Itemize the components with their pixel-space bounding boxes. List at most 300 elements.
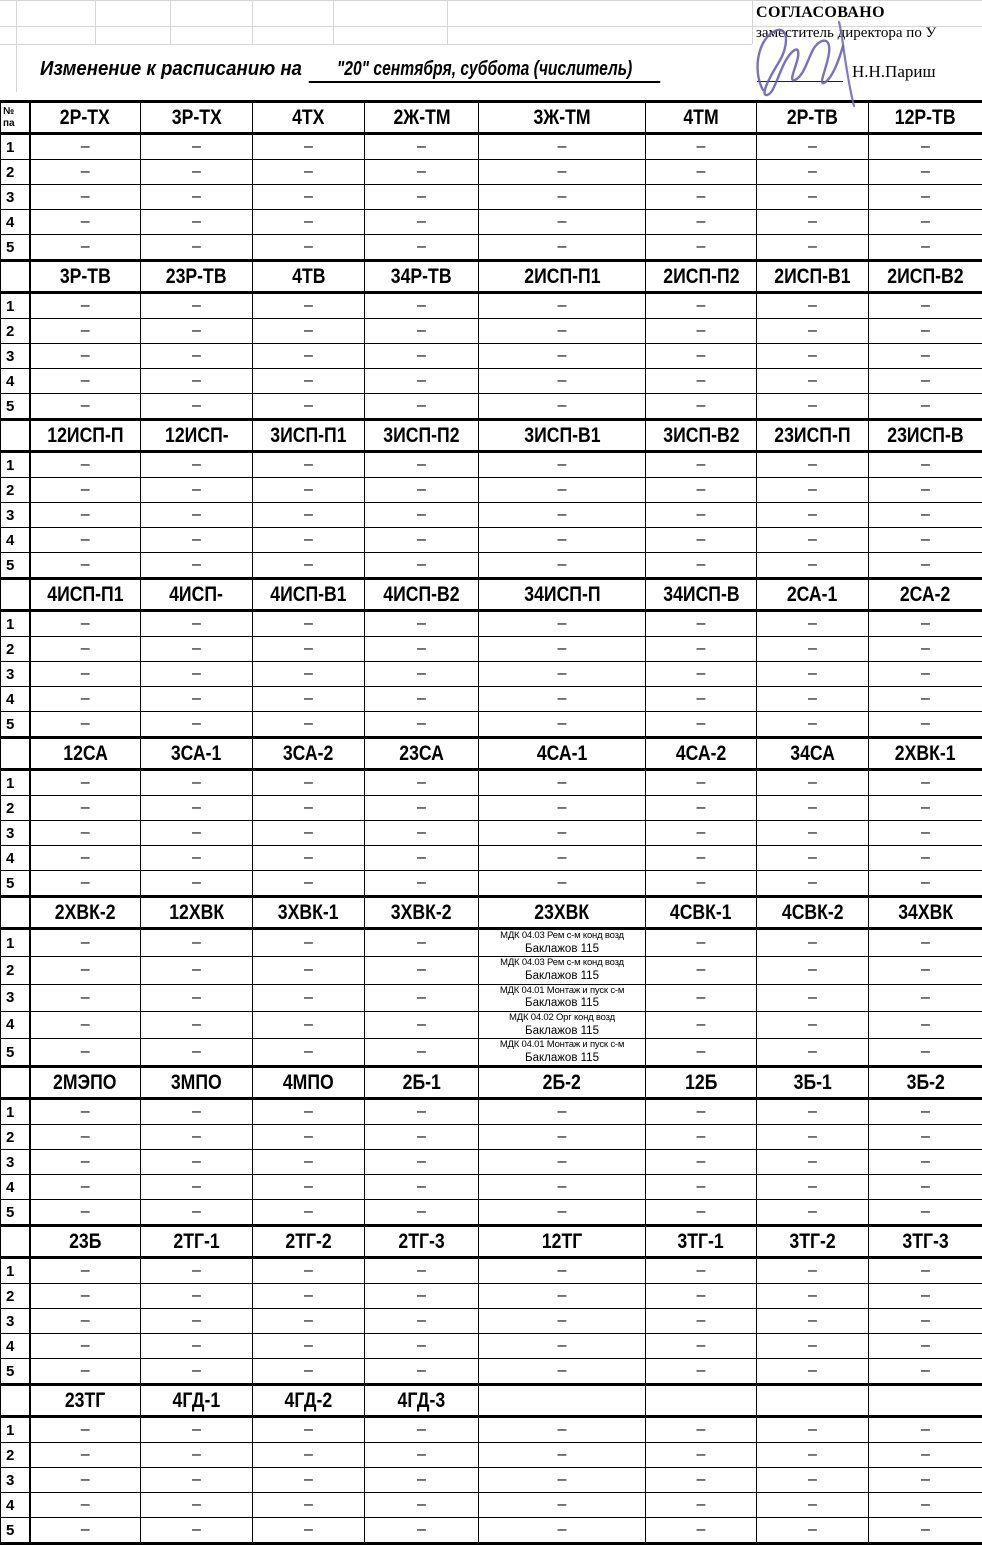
approval-position: заместитель директора по У (756, 25, 982, 42)
schedule-cell: – (253, 1518, 365, 1544)
schedule-cell: – (141, 1125, 253, 1150)
schedule-cell: – (757, 1258, 869, 1284)
schedule-cell: – (30, 1518, 141, 1544)
schedule-cell: – (253, 712, 365, 738)
group-header-cell (479, 739, 646, 770)
schedule-cell: – (869, 712, 982, 738)
schedule-cell: – (757, 1150, 869, 1175)
schedule-cell: – (141, 478, 253, 503)
schedule-cell: – (869, 1334, 982, 1359)
schedule-cell: – (869, 1359, 982, 1385)
schedule-cell: – (30, 344, 141, 369)
schedule-cell: – (141, 1468, 253, 1493)
schedule-cell: – (30, 452, 141, 478)
schedule-cell: – (141, 611, 253, 637)
group-name: 2СА-2 (900, 583, 951, 607)
corner-header-cell (1, 102, 30, 134)
schedule-cell: – (646, 957, 757, 984)
lesson-number-cell: 4 (1, 528, 30, 553)
schedule-cell: – (30, 1468, 141, 1493)
group-name: 3ТГ-3 (902, 1230, 948, 1254)
schedule-cell: – (757, 1284, 869, 1309)
schedule-block (0, 100, 982, 262)
group-header-cell (141, 102, 253, 134)
schedule-cell: – (757, 770, 869, 796)
schedule-cell: – (253, 1175, 365, 1200)
group-name: 3СА-2 (283, 742, 334, 766)
schedule-cell: – (30, 134, 141, 160)
schedule-cell: – (30, 394, 141, 420)
schedule-cell: – (479, 770, 646, 796)
group-header-cell (869, 421, 982, 452)
schedule-cell: – (141, 637, 253, 662)
group-name: 4ИСП-В1 (270, 583, 346, 607)
group-name: 4СВК-2 (782, 901, 844, 925)
group-name: 3ТГ-1 (678, 1230, 724, 1254)
schedule-cell (479, 957, 646, 984)
schedule-cell: – (365, 160, 479, 185)
schedule-block (0, 739, 982, 898)
corner-header-cell (1, 421, 30, 452)
schedule-cell: – (869, 984, 982, 1011)
schedule-cell: – (253, 293, 365, 319)
schedule-cell: – (253, 662, 365, 687)
schedule-cell: – (869, 1518, 982, 1544)
lesson-number-cell: 1 (1, 452, 30, 478)
schedule-cell: – (365, 637, 479, 662)
schedule-cell: – (141, 134, 253, 160)
schedule-cell: – (141, 528, 253, 553)
schedule-cell: – (646, 394, 757, 420)
schedule-cell: – (30, 611, 141, 637)
group-name: 3Р-ТВ (60, 265, 111, 289)
group-name: 23ТГ (65, 1389, 105, 1413)
schedule-cell: – (757, 1175, 869, 1200)
schedule-cell: – (365, 957, 479, 984)
schedule-cell: – (479, 1518, 646, 1544)
schedule-cell: – (253, 821, 365, 846)
schedule-cell: – (869, 821, 982, 846)
schedule-cell: – (30, 712, 141, 738)
schedule-cell: – (646, 160, 757, 185)
schedule-cell: – (365, 503, 479, 528)
teacher-room: Баклажов 115 (479, 996, 645, 1010)
lesson-number-cell: 1 (1, 611, 30, 637)
schedule-cell: – (757, 452, 869, 478)
subject-name: МДК 04.03 Рем с-м конд возд (479, 930, 645, 942)
schedule-cell: – (253, 846, 365, 871)
schedule-cell: – (646, 1200, 757, 1226)
group-name: 34ИСП-В (663, 583, 739, 607)
schedule-cell: – (141, 796, 253, 821)
group-name: 4СА-1 (537, 742, 588, 766)
schedule-cell: – (365, 611, 479, 637)
schedule-cell: – (646, 929, 757, 957)
schedule-cell: – (869, 1039, 982, 1067)
page-title-prefix: Изменение к расписанию на (40, 58, 302, 80)
signature-ink (733, 10, 893, 114)
schedule-cell: – (365, 1011, 479, 1038)
schedule-cell: – (365, 1468, 479, 1493)
group-header-cell (253, 898, 365, 929)
schedule-block (0, 1227, 982, 1386)
group-header-cell (757, 898, 869, 929)
schedule-cell: – (479, 1309, 646, 1334)
group-name: 12Б (685, 1071, 717, 1095)
group-header-cell (646, 262, 757, 293)
group-name: 23ИСП-В (887, 424, 963, 448)
lesson-number-cell: 3 (1, 1309, 30, 1334)
group-header-cell (646, 1068, 757, 1099)
group-name: 4ИСП-П1 (47, 583, 123, 607)
group-header-cell (646, 580, 757, 611)
schedule-cell: – (141, 1200, 253, 1226)
schedule-cell: – (757, 134, 869, 160)
schedule-cell: – (365, 821, 479, 846)
lesson-number-cell: 3 (1, 662, 30, 687)
schedule-cell: – (30, 478, 141, 503)
schedule-cell: – (365, 796, 479, 821)
schedule-cell: – (141, 1150, 253, 1175)
schedule-cell: – (365, 452, 479, 478)
lesson-number-cell: 4 (1, 1334, 30, 1359)
schedule-cell: – (479, 1258, 646, 1284)
group-header-cell (757, 739, 869, 770)
schedule-cell: – (365, 478, 479, 503)
lesson-number-cell: 3 (1, 185, 30, 210)
schedule-cell: – (869, 344, 982, 369)
group-header-cell (253, 580, 365, 611)
schedule-cell: – (479, 1417, 646, 1443)
schedule-cell: – (365, 1150, 479, 1175)
corner-header-cell (1, 580, 30, 611)
schedule-cell: – (253, 611, 365, 637)
schedule-cell: – (869, 134, 982, 160)
schedule-cell: – (253, 369, 365, 394)
schedule-cell: – (141, 1334, 253, 1359)
schedule-cell: – (646, 1443, 757, 1468)
schedule-cell: – (141, 821, 253, 846)
schedule-cell: – (757, 185, 869, 210)
lesson-number-cell: 5 (1, 394, 30, 420)
schedule-cell: – (253, 344, 365, 369)
schedule-cell: – (757, 394, 869, 420)
schedule-cell: – (869, 369, 982, 394)
schedule-cell: – (141, 662, 253, 687)
group-header-cell (253, 1227, 365, 1258)
schedule-cell: – (646, 134, 757, 160)
schedule-cell: – (757, 611, 869, 637)
group-header-cell (479, 262, 646, 293)
schedule-cell: – (253, 1011, 365, 1038)
schedule-cell: – (757, 344, 869, 369)
schedule-cell: – (253, 1125, 365, 1150)
schedule-cell: – (365, 687, 479, 712)
subject-name: МДК 04.02 Орг конд возд (479, 1012, 645, 1024)
schedule-cell: – (30, 369, 141, 394)
lesson-number-cell: 1 (1, 134, 30, 160)
group-name: 4ИСП- (170, 583, 224, 607)
schedule-block (0, 262, 982, 421)
schedule-cell: – (365, 1417, 479, 1443)
schedule-cell: – (479, 1200, 646, 1226)
schedule-cell: – (30, 293, 141, 319)
corner-header-cell (1, 898, 30, 929)
schedule-cell: – (646, 821, 757, 846)
group-header-cell (869, 739, 982, 770)
schedule-cell: – (30, 1334, 141, 1359)
schedule-block (0, 1068, 982, 1227)
schedule-cell: – (869, 637, 982, 662)
group-name: 23ИСП-П (774, 424, 850, 448)
schedule-cell: – (646, 1468, 757, 1493)
schedule-cell: – (869, 478, 982, 503)
schedule-cell: – (30, 1150, 141, 1175)
lesson-number-cell: 5 (1, 1518, 30, 1544)
group-name: 23ХВК (535, 901, 590, 925)
lesson-number-cell: 5 (1, 1200, 30, 1226)
schedule-cell: – (365, 1518, 479, 1544)
lesson-number-cell: 5 (1, 871, 30, 897)
group-header-cell (253, 1068, 365, 1099)
group-name: 4СА-2 (676, 742, 727, 766)
schedule-cell: – (365, 1359, 479, 1385)
group-name: 12Р-ТВ (895, 106, 956, 130)
schedule-cell: – (757, 1417, 869, 1443)
corner-header-cell (1, 1386, 30, 1417)
group-name: 34ХВК (898, 901, 953, 925)
schedule-cell: – (646, 1334, 757, 1359)
schedule-cell: – (646, 1493, 757, 1518)
group-name: 2Б-1 (402, 1071, 440, 1095)
group-header-cell (253, 102, 365, 134)
lesson-number-cell: 3 (1, 503, 30, 528)
group-name: 2МЭПО (54, 1071, 117, 1095)
schedule-cell: – (141, 957, 253, 984)
schedule-cell: – (30, 796, 141, 821)
group-name: 2ХВК-1 (895, 742, 956, 766)
schedule-cell: – (141, 1039, 253, 1067)
group-header-cell (141, 1227, 253, 1258)
group-header-cell (869, 262, 982, 293)
schedule-block (0, 1386, 982, 1545)
schedule-cell: – (757, 929, 869, 957)
schedule-cell: – (253, 235, 365, 261)
approver-name: Н.Н.Париш (852, 62, 936, 82)
schedule-cell: – (365, 1443, 479, 1468)
group-name: 2Р-ТВ (787, 106, 838, 130)
schedule-cell: – (141, 1493, 253, 1518)
schedule-cell (479, 1011, 646, 1038)
teacher-room: Баклажов 115 (479, 969, 645, 983)
schedule-cell: – (479, 369, 646, 394)
schedule-cell: – (30, 929, 141, 957)
schedule-cell: – (253, 871, 365, 897)
lesson-number-cell: 4 (1, 369, 30, 394)
schedule-cell: – (757, 687, 869, 712)
group-name: 2Б-2 (543, 1071, 581, 1095)
schedule-cell: – (141, 344, 253, 369)
schedule-cell: – (141, 1359, 253, 1385)
schedule-cell: – (141, 1417, 253, 1443)
schedule-cell: – (253, 796, 365, 821)
schedule-cell: – (141, 1099, 253, 1125)
schedule-block (0, 898, 982, 1068)
schedule-cell: – (141, 1011, 253, 1038)
group-header-cell (30, 262, 141, 293)
group-header-cell (757, 1386, 869, 1417)
schedule-cell: – (479, 1175, 646, 1200)
schedule-cell: – (30, 503, 141, 528)
schedule-cell: – (30, 846, 141, 871)
group-name: 2ТГ-3 (398, 1230, 444, 1254)
group-name: 2ТГ-1 (173, 1230, 219, 1254)
schedule-cell: – (869, 1493, 982, 1518)
schedule-cell: – (365, 235, 479, 261)
group-name: 3Б-2 (906, 1071, 944, 1095)
lesson-number-cell: 2 (1, 160, 30, 185)
schedule-cell: – (869, 770, 982, 796)
schedule-cell: – (757, 528, 869, 553)
group-name: 34Р-ТВ (391, 265, 452, 289)
schedule-cell: – (646, 1284, 757, 1309)
schedule-cell: – (479, 394, 646, 420)
group-name: 4МПО (283, 1071, 334, 1095)
schedule-cell: – (30, 1200, 141, 1226)
group-header-cell (365, 580, 479, 611)
schedule-cell: – (646, 1175, 757, 1200)
lesson-number-cell: 2 (1, 319, 30, 344)
schedule-cell: – (479, 293, 646, 319)
schedule-cell: – (365, 1039, 479, 1067)
schedule-cell: – (253, 503, 365, 528)
schedule-cell: – (141, 452, 253, 478)
schedule-cell: – (757, 662, 869, 687)
schedule-cell: – (757, 821, 869, 846)
subject-name: МДК 04.03 Рем с-м конд возд (479, 957, 645, 969)
schedule-cell: – (757, 796, 869, 821)
schedule-cell: – (479, 821, 646, 846)
schedule-cell: – (757, 1334, 869, 1359)
schedule-cell: – (253, 687, 365, 712)
lesson-number-cell: 4 (1, 1493, 30, 1518)
schedule-cell: – (30, 210, 141, 235)
schedule-cell: – (253, 1309, 365, 1334)
schedule-cell: – (253, 1284, 365, 1309)
schedule-cell: – (141, 503, 253, 528)
group-name: 3СА-1 (171, 742, 222, 766)
schedule-cell: – (757, 478, 869, 503)
schedule-cell: – (869, 503, 982, 528)
schedule-cell: – (30, 1417, 141, 1443)
schedule-cell: – (757, 1518, 869, 1544)
schedule-cell: – (869, 319, 982, 344)
schedule-cell: – (30, 1309, 141, 1334)
schedule-cell: – (141, 293, 253, 319)
schedule-cell: – (365, 185, 479, 210)
group-name: 2ИСП-В2 (887, 265, 963, 289)
schedule-cell: – (365, 528, 479, 553)
schedule-cell: – (141, 235, 253, 261)
group-name: 12СА (63, 742, 108, 766)
group-header-cell (253, 739, 365, 770)
schedule-cell: – (646, 1039, 757, 1067)
schedule-cell: – (253, 1443, 365, 1468)
schedule-cell: – (869, 235, 982, 261)
schedule-cell: – (253, 528, 365, 553)
schedule-cell: – (30, 637, 141, 662)
schedule-cell: – (869, 1468, 982, 1493)
schedule-cell: – (757, 1359, 869, 1385)
group-header-cell (141, 421, 253, 452)
schedule-cell: – (646, 1258, 757, 1284)
schedule-cell: – (253, 1417, 365, 1443)
schedule-cell: – (646, 611, 757, 637)
approval-agreed-label: СОГЛАСОВАНО (756, 4, 982, 22)
schedule-cell: – (479, 319, 646, 344)
schedule-cell: – (253, 1334, 365, 1359)
schedule-cell: – (869, 1099, 982, 1125)
schedule-cell: – (141, 210, 253, 235)
schedule-cell: – (869, 796, 982, 821)
group-name: 12ХВК (169, 901, 224, 925)
schedule-cell: – (365, 1284, 479, 1309)
schedule-cell: – (479, 134, 646, 160)
lesson-number-cell: 5 (1, 1359, 30, 1385)
group-name: 12ИСП- (165, 424, 229, 448)
schedule-cell: – (479, 1443, 646, 1468)
schedule-cell: – (365, 1125, 479, 1150)
group-header-cell (30, 102, 141, 134)
schedule-cell: – (253, 957, 365, 984)
schedule-cell: – (479, 1334, 646, 1359)
schedule-cell: – (757, 637, 869, 662)
lesson-number-cell: 5 (1, 553, 30, 579)
schedule-cell: – (141, 1258, 253, 1284)
schedule-cell: – (869, 1258, 982, 1284)
group-name: 3ИСП-В1 (524, 424, 600, 448)
schedule-cell: – (646, 984, 757, 1011)
group-header-cell (646, 1227, 757, 1258)
group-name: 2ИСП-П1 (524, 265, 600, 289)
group-name: 2Р-ТХ (60, 106, 110, 130)
schedule-cell: – (757, 210, 869, 235)
schedule-cell: – (479, 1493, 646, 1518)
schedule-cell: – (253, 134, 365, 160)
schedule-cell: – (30, 662, 141, 687)
schedule-cell: – (141, 712, 253, 738)
schedule-cell: – (365, 846, 479, 871)
schedule-cell: – (479, 687, 646, 712)
schedule-cell: – (869, 1443, 982, 1468)
schedule-cell: – (757, 235, 869, 261)
lesson-number-cell: 4 (1, 210, 30, 235)
schedule-cell: – (365, 1200, 479, 1226)
schedule-cell: – (479, 210, 646, 235)
schedule-cell (479, 1039, 646, 1067)
schedule-cell: – (479, 1125, 646, 1150)
schedule-cell: – (869, 452, 982, 478)
schedule-cell: – (365, 929, 479, 957)
lesson-number-cell: 1 (1, 929, 30, 957)
group-name: 12ИСП-П (47, 424, 123, 448)
schedule-cell: – (869, 611, 982, 637)
group-name: 2СА-1 (787, 583, 838, 607)
schedule-cell: – (365, 770, 479, 796)
schedule-cell: – (757, 293, 869, 319)
schedule-cell: – (141, 846, 253, 871)
group-header-cell (30, 421, 141, 452)
